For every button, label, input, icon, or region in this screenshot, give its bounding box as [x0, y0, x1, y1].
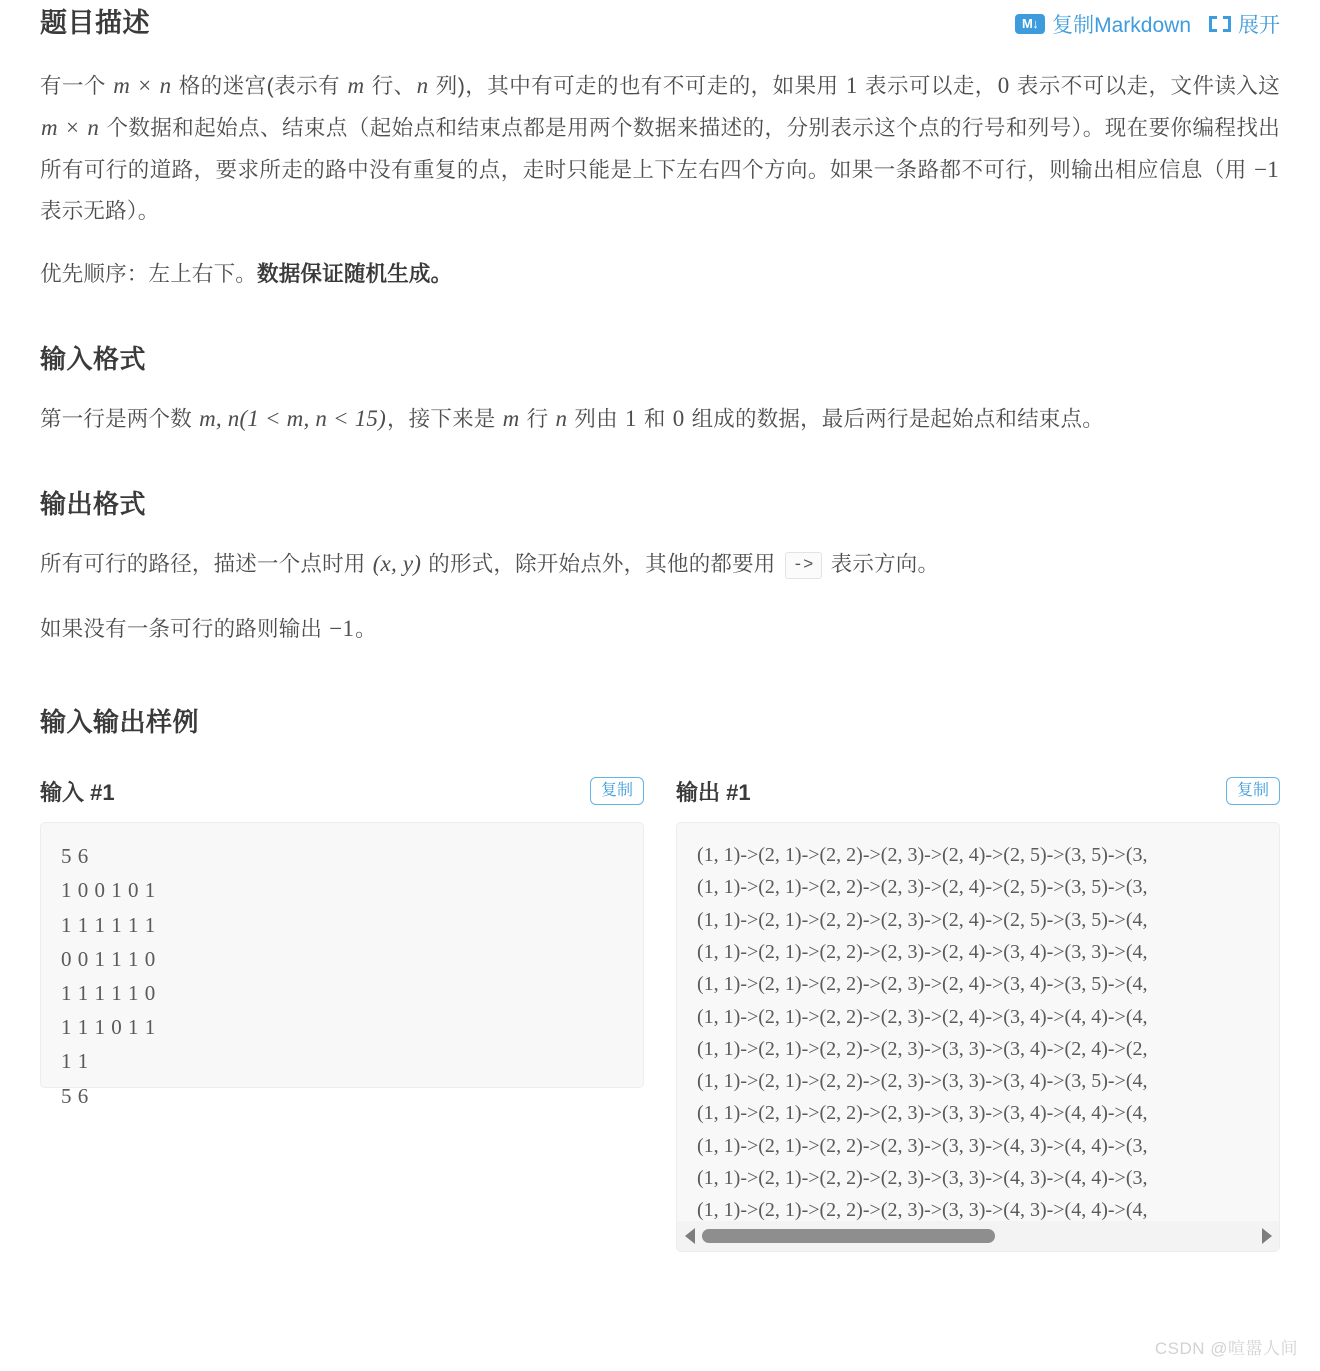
scroll-left-arrow-icon[interactable] — [681, 1228, 698, 1245]
code-line: (1, 1)->(2, 1)->(2, 2)->(2, 3)->(2, 4)->(3, 4)->(4, 4)->(4, — [697, 1005, 1148, 1028]
output-format-paragraph-2: 如果没有一条可行的路则输出 −1。 — [40, 616, 377, 642]
scrollbar-track[interactable] — [702, 1229, 1254, 1243]
copy-markdown-button[interactable] — [1015, 9, 1191, 39]
sample-output-lines — [697, 839, 1279, 1227]
sample-input-column — [40, 773, 644, 1252]
code-line: (1, 1)->(2, 1)->(2, 2)->(2, 3)->(2, 4)->(3, 4)->(3, 3)->(4, — [697, 940, 1148, 963]
code-line: 5 6 — [61, 1083, 89, 1108]
code-line: (1, 1)->(2, 1)->(2, 2)->(2, 3)->(3, 3)->(4, 3)->(4, 4)->(4, — [697, 1199, 1148, 1222]
sample-output-label: 输出 #1 — [676, 779, 751, 805]
sample-input-header — [40, 773, 644, 809]
copy-output-button[interactable]: 复制 — [1226, 777, 1280, 805]
watermark: CSDN @喧嚣人间 — [1154, 1339, 1298, 1358]
code-line: (1, 1)->(2, 1)->(2, 2)->(2, 3)->(2, 4)->(2, 5)->(3, 5)->(3, — [697, 844, 1148, 867]
input-format-title: 输入格式 — [40, 344, 147, 375]
code-line: (1, 1)->(2, 1)->(2, 2)->(2, 3)->(3, 3)->(4, 3)->(4, 4)->(3, — [697, 1134, 1148, 1157]
code-line: (1, 1)->(2, 1)->(2, 2)->(2, 3)->(3, 3)->(3, 4)->(4, 4)->(4, — [697, 1102, 1148, 1125]
code-line: (1, 1)->(2, 1)->(2, 2)->(2, 3)->(3, 3)->(3, 4)->(3, 5)->(4, — [697, 1070, 1148, 1093]
code-line: 1 0 0 1 0 1 — [61, 878, 156, 903]
description-paragraph-2 — [40, 254, 1280, 295]
arrow-code-token: -> — [785, 552, 822, 579]
copy-markdown-label: 复制Markdown — [1052, 13, 1191, 37]
code-line: (1, 1)->(2, 1)->(2, 2)->(2, 3)->(2, 4)->(3, 4)->(3, 5)->(4, — [697, 973, 1148, 996]
code-line: 5 6 — [61, 844, 89, 869]
sample-output-header — [676, 773, 1280, 809]
expand-label: 展开 — [1238, 13, 1280, 37]
sample-input-label: 输入 #1 — [40, 779, 115, 805]
code-line: 1 1 1 0 1 1 — [61, 1015, 156, 1040]
input-format-paragraph: 第一行是两个数 m, n(1 < m, n < 15)，接下来是 m 行 n 列由 1 和 0 组成的数据，最后两行是起始点和结束点。 — [40, 406, 1104, 432]
code-line: (1, 1)->(2, 1)->(2, 2)->(2, 3)->(2, 4)->(2, 5)->(3, 5)->(3, — [697, 876, 1148, 899]
random-data-note: 数据保证随机生成。 — [257, 262, 453, 287]
code-line: 1 1 — [61, 1049, 89, 1074]
code-line: (1, 1)->(2, 1)->(2, 2)->(2, 3)->(2, 4)->(2, 5)->(3, 5)->(4, — [697, 908, 1148, 931]
code-line: (1, 1)->(2, 1)->(2, 2)->(2, 3)->(3, 3)->(4, 3)->(4, 4)->(3, — [697, 1167, 1148, 1190]
page-title: 题目描述 — [40, 8, 150, 38]
output-format-paragraph-1: 所有可行的路径，描述一个点时用 (x, y) 的形式，除开始点外，其他的都要用 -> 表示方向。 — [40, 543, 1280, 586]
output-format-title: 输出格式 — [40, 489, 147, 520]
sample-output-column — [676, 773, 1280, 1252]
samples-title: 输入输出样例 — [40, 707, 200, 738]
output-horizontal-scrollbar[interactable] — [677, 1221, 1279, 1251]
markdown-icon: M↓ — [1015, 14, 1045, 34]
description-header-row — [40, 0, 1280, 41]
description-paragraph-1: 有一个 m × n 格的迷宫(表示有 m 行、n 列)，其中有可走的也有不可走的，如果用 1 表示可以走，0 表示不可以走，文件读入这 m × n 个数据和起始点、结束点（起始点和结束点都是用两个数据来描述的，分别表示这个点的行号和列号）。现在要你编程找出所有可行的道路，要求所走的路中没有重复的点，走时只能是上下左右四个方向。如果一条路都不可行，则输出相应信息（用 −1 表示无路）。 — [40, 73, 1280, 224]
copy-input-button[interactable]: 复制 — [590, 777, 644, 805]
expand-icon — [1209, 14, 1231, 34]
sample-input-lines — [61, 839, 623, 1113]
header-actions — [1015, 9, 1280, 39]
expand-button[interactable] — [1209, 9, 1280, 39]
sample-input-box[interactable] — [40, 822, 644, 1108]
code-line: 0 0 1 1 1 0 — [61, 946, 156, 971]
code-line: (1, 1)->(2, 1)->(2, 2)->(2, 3)->(3, 3)->(3, 4)->(2, 4)->(2, — [697, 1037, 1148, 1060]
priority-order-text: 优先顺序：左上右下。 — [40, 262, 258, 287]
samples-container — [40, 773, 1280, 1252]
scroll-right-arrow-icon[interactable] — [1258, 1228, 1275, 1245]
code-line: 1 1 1 1 1 1 — [61, 912, 156, 937]
scrollbar-thumb[interactable] — [702, 1229, 995, 1243]
sample-output-box[interactable] — [676, 822, 1280, 1252]
code-line: 1 1 1 1 1 0 — [61, 980, 156, 1005]
